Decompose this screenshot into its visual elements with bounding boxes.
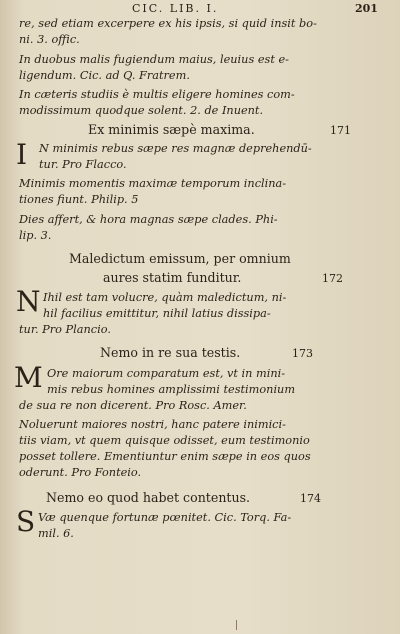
text-line: posset tollere. Ementiuntur enim sæpe in eos quos — [19, 450, 311, 463]
text-line: In cæteris studiis è multis eligere homines com- — [19, 88, 295, 101]
drop-cap-initial: M — [14, 361, 43, 394]
running-title: CIC. LIB. I. — [132, 2, 219, 15]
text-line: N minimis rebus sæpe res magnæ deprehendū- — [39, 142, 312, 155]
text-line: mis rebus homines amplissimi testimonium — [47, 383, 296, 396]
section-number: 172 — [322, 272, 343, 285]
section-heading-continued: aures statim funditur. — [103, 270, 242, 285]
text-line: Noluerunt maiores nostri, hanc patere inimici- — [19, 418, 286, 431]
text-line: tiones fiunt. Philip. 5 — [19, 193, 139, 206]
text-line: re, sed etiam excerpere ex his ipsis, si quid insit bo- — [19, 17, 317, 30]
drop-cap-initial: I — [16, 138, 28, 171]
text-line: modissimum quodque solent. 2. de Inuent. — [19, 104, 264, 117]
section-number: 174 — [300, 492, 321, 505]
text-line: ni. 3. offic. — [19, 33, 80, 46]
text-line: Dies affert, & hora magnas sæpe clades. Phi- — [19, 213, 278, 226]
page-number: 201 — [355, 2, 378, 15]
paper-mark — [236, 620, 237, 630]
text-line: ligendum. Cic. ad Q. Fratrem. — [19, 69, 190, 82]
text-line: Minimis momentis maximæ temporum inclina- — [19, 177, 287, 190]
section-heading: Maledictum emissum, per omnium — [69, 251, 291, 266]
text-line: tiis viam, vt quem quisque odisset, eum testimonio — [19, 434, 310, 447]
text-line: Ore maiorum comparatum est, vt in mini- — [47, 367, 286, 380]
text-line: Væ quenque fortunæ pœnitet. Cic. Torq. Fa- — [38, 511, 292, 524]
text-line: hil facilius emittitur, nihil latius dissipa- — [43, 307, 271, 320]
section-number: 171 — [330, 124, 351, 137]
section-heading: Nemo eo quod habet contentus. — [46, 490, 251, 505]
drop-cap-initial: N — [16, 285, 41, 318]
section-heading: Ex minimis sæpè maxima. — [88, 122, 255, 137]
text-line: mil. 6. — [38, 527, 74, 540]
text-line: oderunt. Pro Fonteio. — [19, 466, 142, 479]
drop-cap-initial: S — [16, 505, 36, 538]
text-line: lip. 3. — [19, 229, 52, 242]
section-number: 173 — [292, 347, 313, 360]
text-line: tur. Pro Flacco. — [39, 158, 127, 171]
text-line: tur. Pro Plancio. — [19, 323, 111, 336]
text-line: Ihil est tam volucre, quàm maledictum, ni- — [43, 291, 287, 304]
text-line: de sua re non dicerent. Pro Rosc. Amer. — [19, 399, 247, 412]
section-heading: Nemo in re sua testis. — [100, 345, 241, 360]
text-line: In duobus malis fugiendum maius, leuius est e- — [19, 53, 289, 66]
